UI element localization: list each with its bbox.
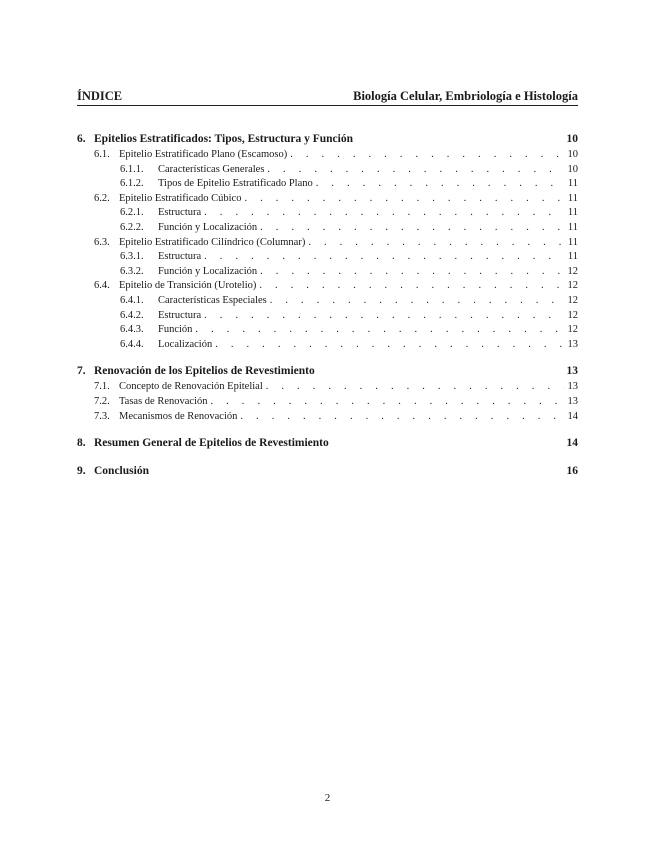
toc-entry-title: Características Generales (158, 163, 265, 175)
toc-subsection-entry[interactable] (77, 395, 578, 410)
toc-entry-page: 10 (566, 133, 578, 145)
toc-entry-title: Localización (158, 338, 213, 350)
toc-dot-leader (201, 309, 564, 324)
toc-section-entry[interactable] (77, 362, 578, 380)
toc-subsection-entry[interactable] (77, 148, 578, 163)
toc-subsubsection-entry[interactable] (77, 338, 578, 353)
toc-entry-page: 12 (567, 309, 578, 321)
toc-entry-number: 7. (77, 365, 86, 378)
toc-entry-number: 7.2. (94, 395, 110, 407)
toc-subsubsection-entry[interactable] (77, 265, 578, 280)
toc-dot-leader (201, 206, 564, 221)
toc-entry-number: 8. (77, 437, 86, 450)
toc-dot-leader (192, 323, 564, 338)
toc-dot-leader (201, 250, 564, 265)
toc-entry-page: 11 (567, 178, 578, 190)
toc-entry-number: 6.4.1. (120, 294, 144, 306)
toc-subsubsection-entry[interactable] (77, 163, 578, 178)
toc-entry-number: 6.1. (94, 149, 110, 160)
toc-entry-number: 6.4.4. (120, 338, 144, 350)
toc-dot-leader (257, 221, 564, 236)
toc-dot-leader (237, 410, 564, 425)
toc-entry-number: 6.2. (94, 192, 110, 204)
toc-entry-number: 6.3.2. (120, 265, 144, 277)
toc-entry-number: 6.1.1. (120, 163, 144, 175)
toc-entry-number: 6.2.1. (120, 207, 144, 219)
toc-dot-leader (257, 265, 564, 280)
toc-dot-leader (305, 236, 564, 251)
running-header (77, 88, 578, 104)
toc-entry-title: Epitelio Estratificado Cúbico (119, 192, 242, 204)
toc-entry-page: 12 (567, 280, 578, 292)
toc-dot-leader (287, 148, 564, 163)
toc-entry-page: 12 (567, 324, 578, 336)
toc-section-entry[interactable] (77, 130, 578, 148)
toc-entry-page: 10 (567, 149, 578, 160)
toc-entry-title: Resumen General de Epitelios de Revestimiento (94, 437, 329, 450)
toc-entry-title: Epitelio Estratificado Plano (Escamoso) (119, 149, 288, 160)
toc-entry-number: 6.4.2. (120, 309, 144, 321)
toc-subsubsection-entry[interactable] (77, 294, 578, 309)
toc-subsection-entry[interactable] (77, 236, 578, 251)
toc-entry-number: 6.4. (94, 280, 110, 292)
toc-subsubsection-entry[interactable] (77, 323, 578, 338)
toc-entry-number: 6.3.1. (120, 251, 144, 263)
toc-entry-title: Estructura (158, 309, 202, 321)
toc-entry-number: 6.4.3. (120, 324, 144, 336)
toc-entry-title: Epitelios Estratificados: Tipos, Estructura y Función (94, 133, 353, 145)
header-section-title: ÍNDICE (77, 89, 123, 103)
toc-entry-number: 7.1. (94, 381, 110, 393)
toc-entry-title: Epitelio de Transición (Urotelio) (119, 280, 257, 292)
toc-subsection-entry[interactable] (77, 410, 578, 425)
toc-entry-title: Estructura (158, 251, 202, 263)
toc-entry-title: Renovación de los Epitelios de Revestimiento (94, 365, 315, 378)
toc-entry-page: 14 (566, 437, 578, 450)
toc-entry-page: 14 (567, 410, 578, 422)
toc-dot-leader (208, 395, 565, 410)
toc-entry-page: 11 (567, 192, 578, 204)
toc-entry-title: Estructura (158, 207, 202, 219)
toc-entry-title: Epitelio Estratificado Cilíndrico (Columnar) (119, 236, 306, 248)
toc-entry-title: Concepto de Renovación Epitelial (119, 381, 263, 393)
toc-entry-title: Mecanismos de Renovación (119, 410, 238, 422)
toc-entry-number: 6.3. (94, 236, 110, 248)
toc-section-entry[interactable] (77, 462, 578, 480)
toc-entry-page: 10 (567, 163, 578, 175)
toc-dot-leader (256, 279, 564, 294)
toc-entry-number: 6.1.2. (120, 178, 144, 190)
toc-entry-page: 13 (567, 395, 578, 407)
toc-entry-number: 7.3. (94, 410, 110, 422)
toc-subsection-entry[interactable] (77, 279, 578, 294)
toc-entry-page: 13 (567, 381, 578, 393)
toc-entry-page: 11 (567, 236, 578, 248)
header-document-title: Biología Celular, Embriología e Histología (353, 89, 578, 103)
toc-subsubsection-entry[interactable] (77, 177, 578, 192)
table-of-contents (77, 130, 578, 480)
toc-entry-title: Función (158, 324, 193, 336)
toc-entry-number: 6.2.2. (120, 221, 144, 233)
toc-entry-page: 11 (567, 207, 578, 219)
toc-section-entry[interactable] (77, 434, 578, 452)
toc-entry-title: Tasas de Renovación (119, 395, 208, 407)
toc-entry-number: 9. (77, 465, 86, 478)
toc-subsubsection-entry[interactable] (77, 221, 578, 236)
toc-entry-page: 12 (567, 265, 578, 277)
toc-subsubsection-entry[interactable] (77, 250, 578, 265)
toc-subsection-entry[interactable] (77, 192, 578, 207)
toc-entry-number: 6. (77, 133, 86, 145)
toc-entry-page: 13 (567, 338, 578, 350)
toc-entry-title: Conclusión (94, 465, 149, 478)
toc-entry-page: 11 (567, 221, 578, 233)
toc-entry-page: 13 (566, 365, 578, 378)
toc-dot-leader (267, 294, 564, 309)
toc-entry-title: Función y Localización (158, 265, 258, 277)
toc-entry-page: 11 (567, 251, 578, 263)
toc-dot-leader (241, 192, 564, 207)
toc-entry-title: Función y Localización (158, 221, 258, 233)
toc-subsection-entry[interactable] (77, 380, 578, 395)
toc-entry-title: Tipos de Epitelio Estratificado Plano (158, 178, 313, 190)
header-rule (77, 105, 578, 106)
toc-dot-leader (264, 163, 564, 178)
toc-dot-leader (313, 177, 564, 192)
toc-entry-page: 12 (567, 294, 578, 306)
page-number: 2 (324, 792, 331, 804)
toc-entry-title: Características Especiales (158, 294, 267, 306)
toc-dot-leader (212, 338, 564, 353)
toc-entry-page: 16 (566, 465, 578, 478)
toc-subsubsection-entry[interactable] (77, 309, 578, 324)
toc-subsubsection-entry[interactable] (77, 206, 578, 221)
toc-dot-leader (263, 380, 564, 395)
